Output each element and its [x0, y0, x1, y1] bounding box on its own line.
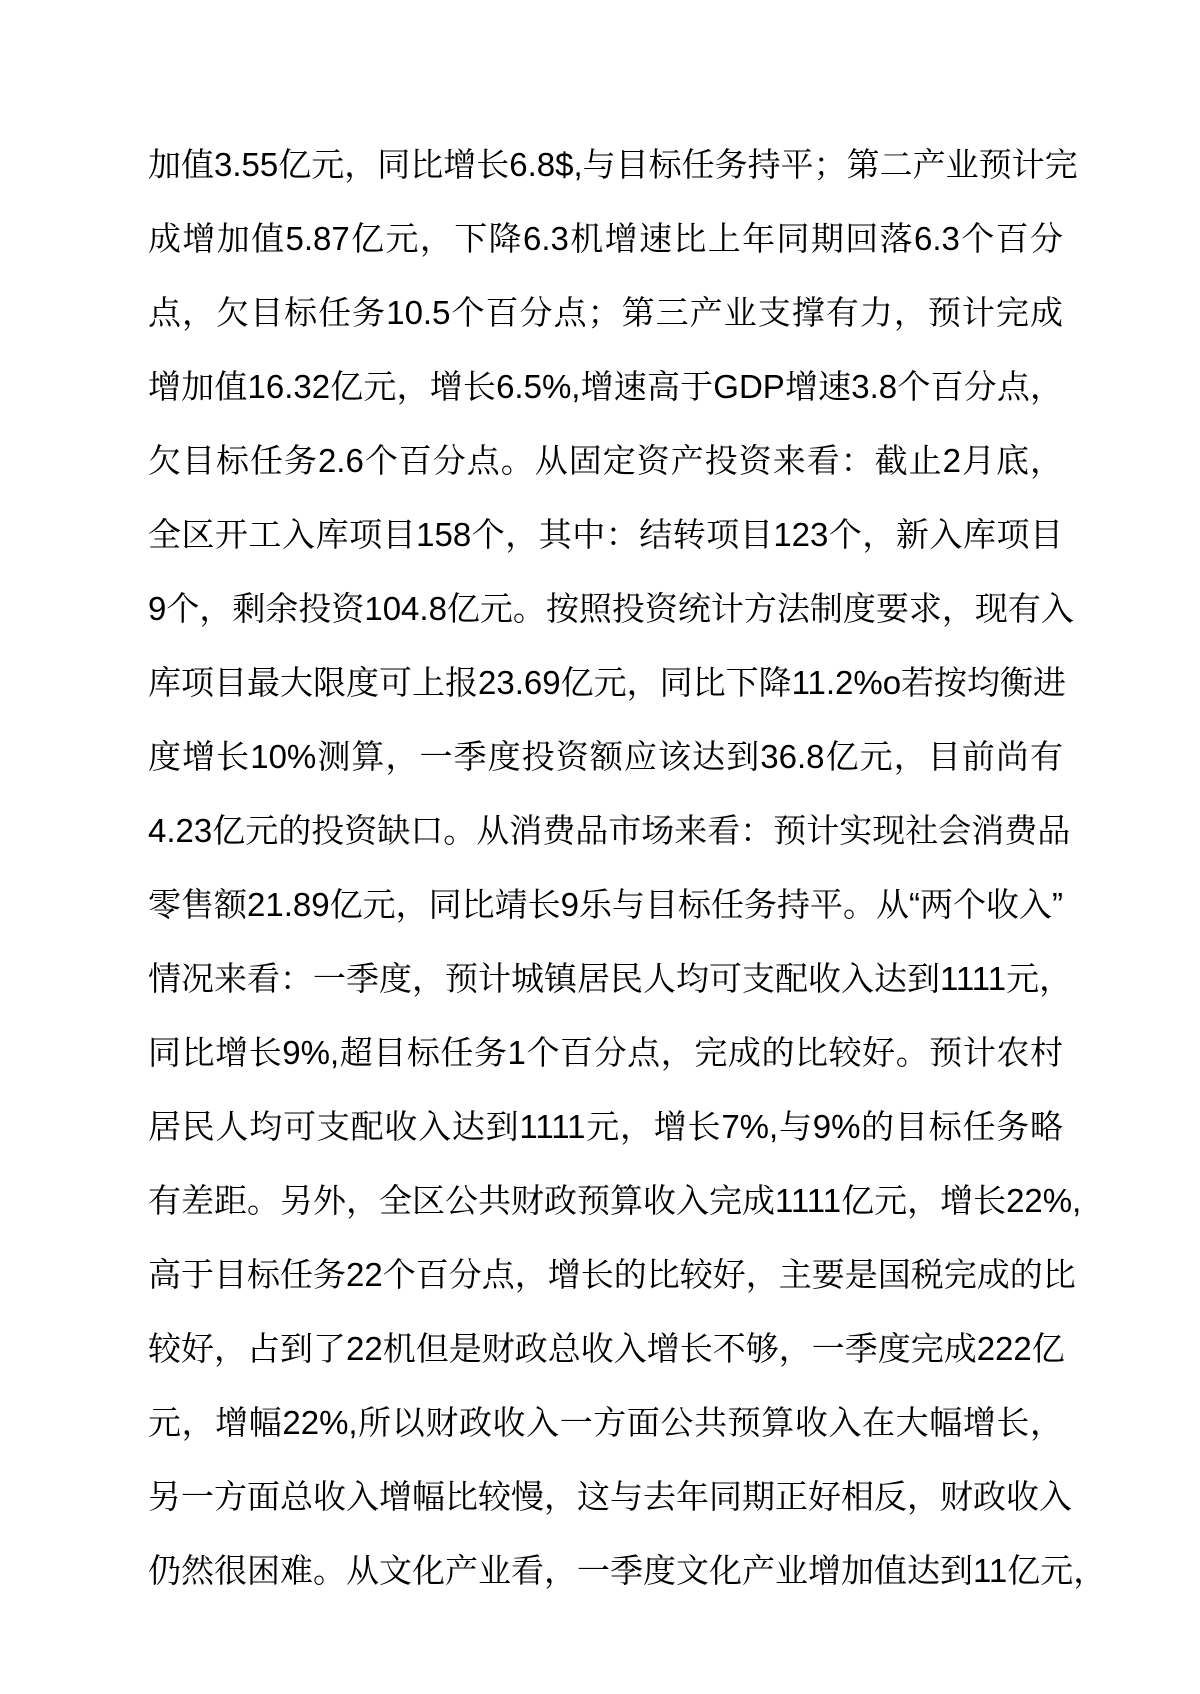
text-line: 9个，剩余投资104.8亿元。按照投资统计方法制度要求，现有入 — [148, 590, 1074, 627]
text-line: 增加值16.32亿元，增长6.5%,增速高于GDP增速3.8个百分点， — [148, 368, 1063, 405]
text-line: 情况来看：一季度，预计城镇居民人均可支配收入达到1111元， — [148, 960, 1073, 997]
text-line: 成增加值5.87亿元，下降6.3机增速比上年同期回落6.3个百分 — [148, 220, 1063, 257]
text-line: 欠目标任务2.6个百分点。从固定资产投资来看：截止2月底， — [148, 442, 1063, 479]
text-line: 同比增长9%,超目标任务1个百分点，完成的比较好。预计农村 — [148, 1034, 1063, 1071]
text-line: 加值3.55亿元，同比增长6.8$,与目标任务持平；第二产业预计完 — [148, 146, 1078, 183]
text-line: 全区开工入库项目158个，其中：结转项目123个，新入库项目 — [148, 516, 1063, 553]
text-line: 居民人均可支配收入达到1111元，增长7%,与9%的目标任务略 — [148, 1108, 1063, 1145]
text-line: 零售额21.89亿元，同比靖长9乐与目标任务持平。从“两个收入” — [148, 886, 1063, 923]
text-line: 度增长10%测算，一季度投资额应该达到36.8亿元，目前尚有 — [148, 738, 1063, 775]
text-line: 高于目标任务22个百分点，增长的比较好，主要是国税完成的比 — [148, 1256, 1076, 1293]
text-line: 另一方面总收入增幅比较慢，这与去年同期正好相反，财政收入 — [148, 1478, 1072, 1515]
text-line: 有差距。另外，全区公共财政预算收入完成1111亿元，增长22%, — [148, 1182, 1082, 1219]
text-line: 仍然很困难。从文化产业看，一季度文化产业增加值达到11亿元， — [148, 1552, 1107, 1589]
text-line: 较好，占到了22机但是财政总收入增长不够，一季度完成222亿 — [148, 1330, 1065, 1367]
text-line: 库项目最大限度可上报23.69亿元，同比下降11.2%o若按均衡进 — [148, 664, 1067, 701]
text-line: 元，增幅22%,所以财政收入一方面公共预算收入在大幅增长， — [148, 1404, 1063, 1441]
text-line: 点，欠目标任务10.5个百分点；第三产业支撑有力，预计完成 — [148, 294, 1063, 331]
document-text-block — [148, 128, 1107, 1608]
text-line: 4.23亿元的投资缺口。从消费品市场来看：预计实现社会消费品 — [148, 812, 1071, 849]
